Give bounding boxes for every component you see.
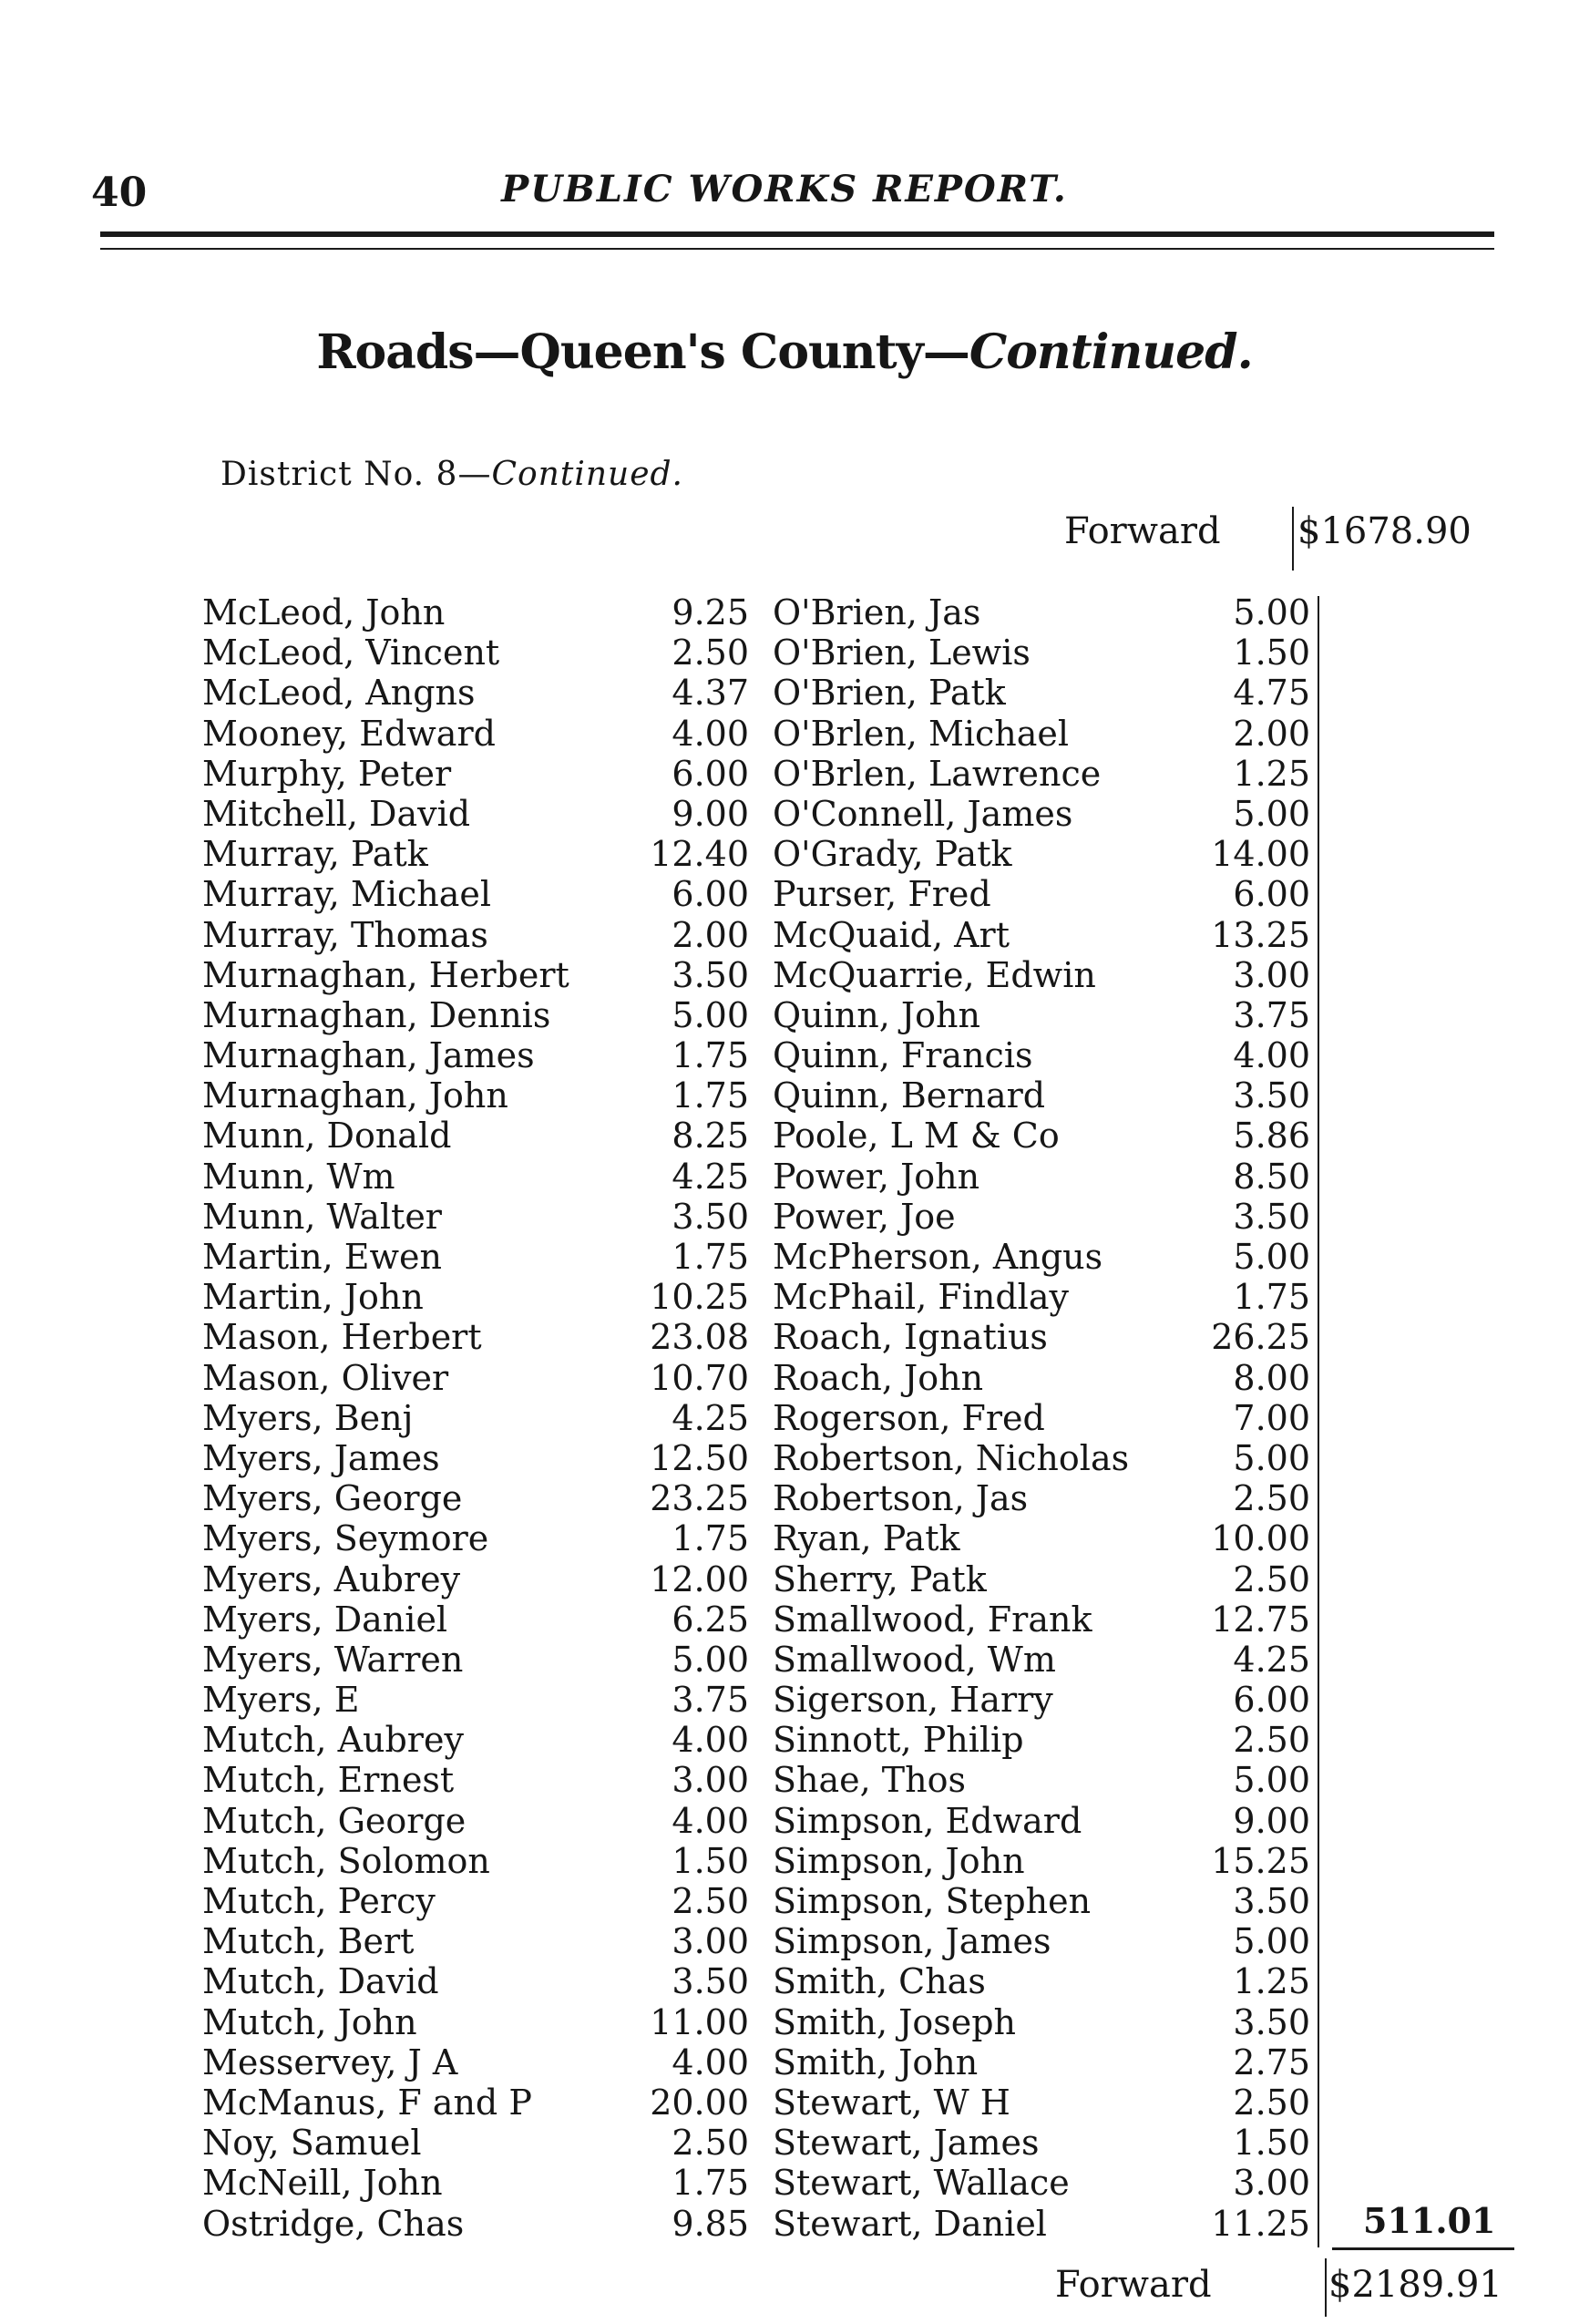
entry-amount: 5.00	[1233, 592, 1310, 632]
entry-name: Mason, Herbert	[202, 1317, 482, 1358]
entry-amount: 4.37	[672, 673, 749, 714]
entry-amount: 2.50	[1233, 2082, 1310, 2123]
entry-name: Murray, Michael	[202, 874, 492, 915]
entry-name: Simpson, Stephen	[773, 1881, 1092, 1921]
entry-name: Mitchell, David	[202, 793, 471, 834]
entry-amount: 8.50	[1233, 1156, 1310, 1197]
entry-amount: 4.25	[672, 1397, 749, 1438]
entry-amount: 4.00	[672, 1800, 749, 1841]
entry-name: Roach, John	[773, 1357, 984, 1398]
entry-amount: 23.08	[650, 1317, 749, 1358]
entry-name: Purser, Fred	[773, 874, 991, 915]
entry-name: Mutch, Solomon	[202, 1840, 490, 1881]
entry-name: McQuaid, Art	[773, 914, 1010, 955]
entry-name: Sherry, Patk	[773, 1558, 987, 1599]
entry-amount: 11.00	[650, 2001, 749, 2042]
entry-amount: 4.00	[672, 713, 749, 754]
entry-name: Mutch, Percy	[202, 1881, 436, 1921]
entry-name: McNeill, John	[202, 2163, 443, 2204]
entry-name: McPhail, Findlay	[773, 1277, 1069, 1318]
entry-amount: 3.50	[672, 1196, 749, 1237]
right-names-column	[773, 592, 1174, 2244]
entry-amount: 4.75	[1233, 673, 1310, 714]
entry-name: Murnaghan, Herbert	[202, 954, 569, 995]
district-italic: Continued.	[491, 456, 684, 493]
entry-name: Murnaghan, John	[202, 1075, 508, 1116]
entry-name: Myers, E	[202, 1680, 360, 1721]
entry-amount: 1.25	[1233, 753, 1310, 794]
entry-name: Smith, John	[773, 2041, 979, 2082]
entry-amount: 3.75	[1233, 994, 1310, 1035]
entry-amount: 2.50	[1233, 1478, 1310, 1519]
entry-amount: 8.00	[1233, 1357, 1310, 1398]
entry-name: Roach, Ignatius	[773, 1317, 1048, 1358]
entry-amount: 20.00	[650, 2082, 749, 2123]
entry-name: O'Brien, Jas	[773, 592, 981, 632]
entry-amount: 26.25	[1211, 1317, 1310, 1358]
entry-amount: 12.50	[650, 1437, 749, 1478]
entry-name: Noy, Samuel	[202, 2123, 422, 2164]
entry-amount: 1.50	[672, 1840, 749, 1881]
entry-name: Power, John	[773, 1156, 980, 1197]
entry-name: Mutch, Ernest	[202, 1760, 455, 1801]
entry-name: O'Brien, Lewis	[773, 632, 1031, 674]
entry-name: Simpson, James	[773, 1921, 1051, 1962]
entry-amount: 9.85	[672, 2203, 749, 2244]
entry-name: Murray, Patk	[202, 834, 428, 875]
entry-name: O'Grady, Patk	[773, 834, 1012, 875]
entry-name: Munn, Wm	[202, 1156, 395, 1197]
entry-amount: 1.25	[1233, 1961, 1310, 2002]
entry-name: McLeod, Vincent	[202, 632, 500, 674]
entry-name: Stewart, Daniel	[773, 2203, 1047, 2244]
entry-amount: 1.75	[672, 1518, 749, 1559]
entry-name: Quinn, John	[773, 994, 980, 1035]
section-title-italic: Continued.	[969, 324, 1253, 380]
entry-amount: 12.40	[650, 834, 749, 875]
column-divider-lower	[1325, 2258, 1327, 2317]
entry-amount: 6.25	[672, 1599, 749, 1640]
entry-name: O'Brlen, Lawrence	[773, 753, 1102, 794]
entry-amount: 1.75	[672, 1237, 749, 1277]
entry-amount: 5.00	[672, 994, 749, 1035]
entry-amount: 2.50	[672, 632, 749, 674]
entry-name: Mutch, Bert	[202, 1921, 415, 1962]
entry-name: Myers, Warren	[202, 1639, 464, 1680]
entry-name: Murray, Thomas	[202, 914, 488, 955]
entry-amount: 2.50	[672, 1881, 749, 1921]
entry-name: Ostridge, Chas	[202, 2203, 465, 2244]
entry-amount: 5.00	[1233, 1921, 1310, 1962]
entry-amount: 1.50	[1233, 632, 1310, 674]
entry-name: Myers, James	[202, 1437, 440, 1478]
entry-name: Mutch, David	[202, 1961, 439, 2002]
entry-amount: 6.00	[1233, 1680, 1310, 1721]
forward-top-label: Forward	[1064, 510, 1221, 552]
entry-name: O'Connell, James	[773, 793, 1073, 834]
entry-name: Munn, Walter	[202, 1196, 442, 1237]
entry-amount: 5.00	[1233, 793, 1310, 834]
entry-amount: 9.25	[672, 592, 749, 632]
entry-name: Robertson, Nicholas	[773, 1437, 1130, 1478]
entry-amount: 3.50	[1233, 1196, 1310, 1237]
district-heading	[220, 456, 683, 493]
entry-name: Rogerson, Fred	[773, 1397, 1045, 1438]
entry-amount: 2.00	[1233, 713, 1310, 754]
entry-name: McLeod, John	[202, 592, 446, 632]
entry-amount: 7.00	[1233, 1397, 1310, 1438]
entry-name: Myers, Aubrey	[202, 1558, 461, 1599]
entry-amount: 5.00	[1233, 1437, 1310, 1478]
left-names-column	[202, 592, 621, 2244]
entry-name: Myers, George	[202, 1478, 463, 1519]
forward-bottom-amount: $2189.91	[1328, 2264, 1502, 2306]
entry-amount: 10.00	[1211, 1518, 1310, 1559]
entry-amount: 8.25	[672, 1116, 749, 1157]
entry-amount: 3.75	[672, 1680, 749, 1721]
entry-name: Mutch, John	[202, 2001, 417, 2042]
entry-name: McQuarrie, Edwin	[773, 954, 1096, 995]
entry-amount: 3.00	[1233, 2163, 1310, 2204]
entry-amount: 9.00	[1233, 1800, 1310, 1841]
entry-amount: 11.25	[1211, 2203, 1310, 2244]
entry-name: McManus, F and P	[202, 2082, 532, 2123]
entry-name: Simpson, Edward	[773, 1800, 1082, 1841]
entry-amount: 10.25	[650, 1277, 749, 1318]
entry-name: McPherson, Angus	[773, 1237, 1103, 1277]
entry-amount: 2.75	[1233, 2041, 1310, 2082]
entry-name: Power, Joe	[773, 1196, 956, 1237]
entry-name: Shae, Thos	[773, 1760, 967, 1801]
entry-name: Stewart, James	[773, 2123, 1040, 2164]
right-amounts-column	[1177, 592, 1310, 2244]
entry-amount: 12.75	[1211, 1599, 1310, 1640]
entry-name: Martin, Ewen	[202, 1237, 443, 1277]
entry-name: Martin, John	[202, 1277, 424, 1318]
entry-amount: 4.00	[672, 2041, 749, 2082]
page-number: 40	[91, 170, 148, 216]
entry-amount: 3.50	[1233, 1075, 1310, 1116]
entry-amount: 15.25	[1211, 1840, 1310, 1881]
entry-name: O'Brien, Patk	[773, 673, 1006, 714]
forward-bottom-label: Forward	[1055, 2264, 1212, 2306]
entry-amount: 2.50	[1233, 1558, 1310, 1599]
left-amounts-column	[625, 592, 749, 2244]
entry-name: Myers, Seymore	[202, 1518, 489, 1559]
entry-amount: 2.00	[672, 914, 749, 955]
entry-amount: 23.25	[650, 1478, 749, 1519]
entry-amount: 1.75	[672, 2163, 749, 2204]
entry-name: Munn, Donald	[202, 1116, 452, 1157]
entry-amount: 2.50	[672, 2123, 749, 2164]
entry-name: Myers, Daniel	[202, 1599, 448, 1640]
entry-amount: 4.00	[1233, 1035, 1310, 1076]
entry-name: Smith, Joseph	[773, 2001, 1017, 2042]
entry-amount: 13.25	[1211, 914, 1310, 955]
running-title: PUBLIC WORKS REPORT.	[501, 168, 1068, 211]
entry-name: Simpson, John	[773, 1840, 1025, 1881]
entry-name: Murnaghan, James	[202, 1035, 535, 1076]
entry-amount: 5.00	[1233, 1760, 1310, 1801]
entry-name: Ryan, Patk	[773, 1518, 960, 1559]
sum-rule	[1332, 2247, 1514, 2250]
entry-name: Mooney, Edward	[202, 713, 496, 754]
entry-amount: 3.50	[1233, 2001, 1310, 2042]
entry-name: Mason, Oliver	[202, 1357, 449, 1398]
entry-name: Robertson, Jas	[773, 1478, 1029, 1519]
entry-amount: 1.75	[672, 1035, 749, 1076]
forward-top-amount: $1678.90	[1297, 510, 1472, 552]
entry-amount: 4.25	[1233, 1639, 1310, 1680]
section-title	[0, 324, 1569, 380]
entry-amount: 4.25	[672, 1156, 749, 1197]
entry-name: Messervey, J A	[202, 2041, 458, 2082]
header-rule-thin	[100, 248, 1494, 250]
entry-amount: 9.00	[672, 793, 749, 834]
page-total: 511.01	[1363, 2200, 1496, 2241]
entry-amount: 1.75	[672, 1075, 749, 1116]
entry-amount: 3.00	[672, 1921, 749, 1962]
entry-name: Quinn, Bernard	[773, 1075, 1046, 1116]
entry-amount: 1.50	[1233, 2123, 1310, 2164]
entry-amount: 2.50	[1233, 1720, 1310, 1761]
entry-name: Poole, L M & Co	[773, 1116, 1060, 1157]
entry-amount: 10.70	[650, 1357, 749, 1398]
entry-amount: 6.00	[672, 753, 749, 794]
entry-name: McLeod, Angns	[202, 673, 476, 714]
entry-amount: 5.00	[1233, 1237, 1310, 1277]
section-title-main: Roads—Queen's County—	[316, 324, 969, 380]
entry-amount: 3.50	[672, 1961, 749, 2002]
entry-amount: 12.00	[650, 1558, 749, 1599]
entry-name: Quinn, Francis	[773, 1035, 1033, 1076]
entry-amount: 3.50	[1233, 1881, 1310, 1921]
entry-name: Murphy, Peter	[202, 753, 452, 794]
entry-amount: 14.00	[1211, 834, 1310, 875]
entry-name: Murnaghan, Dennis	[202, 994, 551, 1035]
entry-name: Smallwood, Frank	[773, 1599, 1092, 1640]
entry-amount: 5.86	[1233, 1116, 1310, 1157]
entry-name: Smith, Chas	[773, 1961, 986, 2002]
entry-name: Stewart, W H	[773, 2082, 1010, 2123]
column-divider-main	[1318, 596, 1319, 2247]
entry-name: Mutch, Aubrey	[202, 1720, 464, 1761]
entry-amount: 4.00	[672, 1720, 749, 1761]
entry-amount: 6.00	[1233, 874, 1310, 915]
entry-name: Myers, Benj	[202, 1397, 414, 1438]
entry-name: Sigerson, Harry	[773, 1680, 1053, 1721]
entry-amount: 3.00	[1233, 954, 1310, 995]
entry-amount: 3.00	[672, 1760, 749, 1801]
entry-name: Smallwood, Wm	[773, 1639, 1056, 1680]
entry-name: Sinnott, Philip	[773, 1720, 1024, 1761]
entry-amount: 5.00	[672, 1639, 749, 1680]
district-main: District No. 8—	[220, 456, 492, 493]
entry-name: O'Brlen, Michael	[773, 713, 1070, 754]
column-divider-upper	[1292, 507, 1294, 571]
entry-name: Mutch, George	[202, 1800, 467, 1841]
entry-amount: 6.00	[672, 874, 749, 915]
entry-amount: 1.75	[1233, 1277, 1310, 1318]
entry-amount: 3.50	[672, 954, 749, 995]
header-rule-thick	[100, 231, 1494, 237]
entry-name: Stewart, Wallace	[773, 2163, 1070, 2204]
